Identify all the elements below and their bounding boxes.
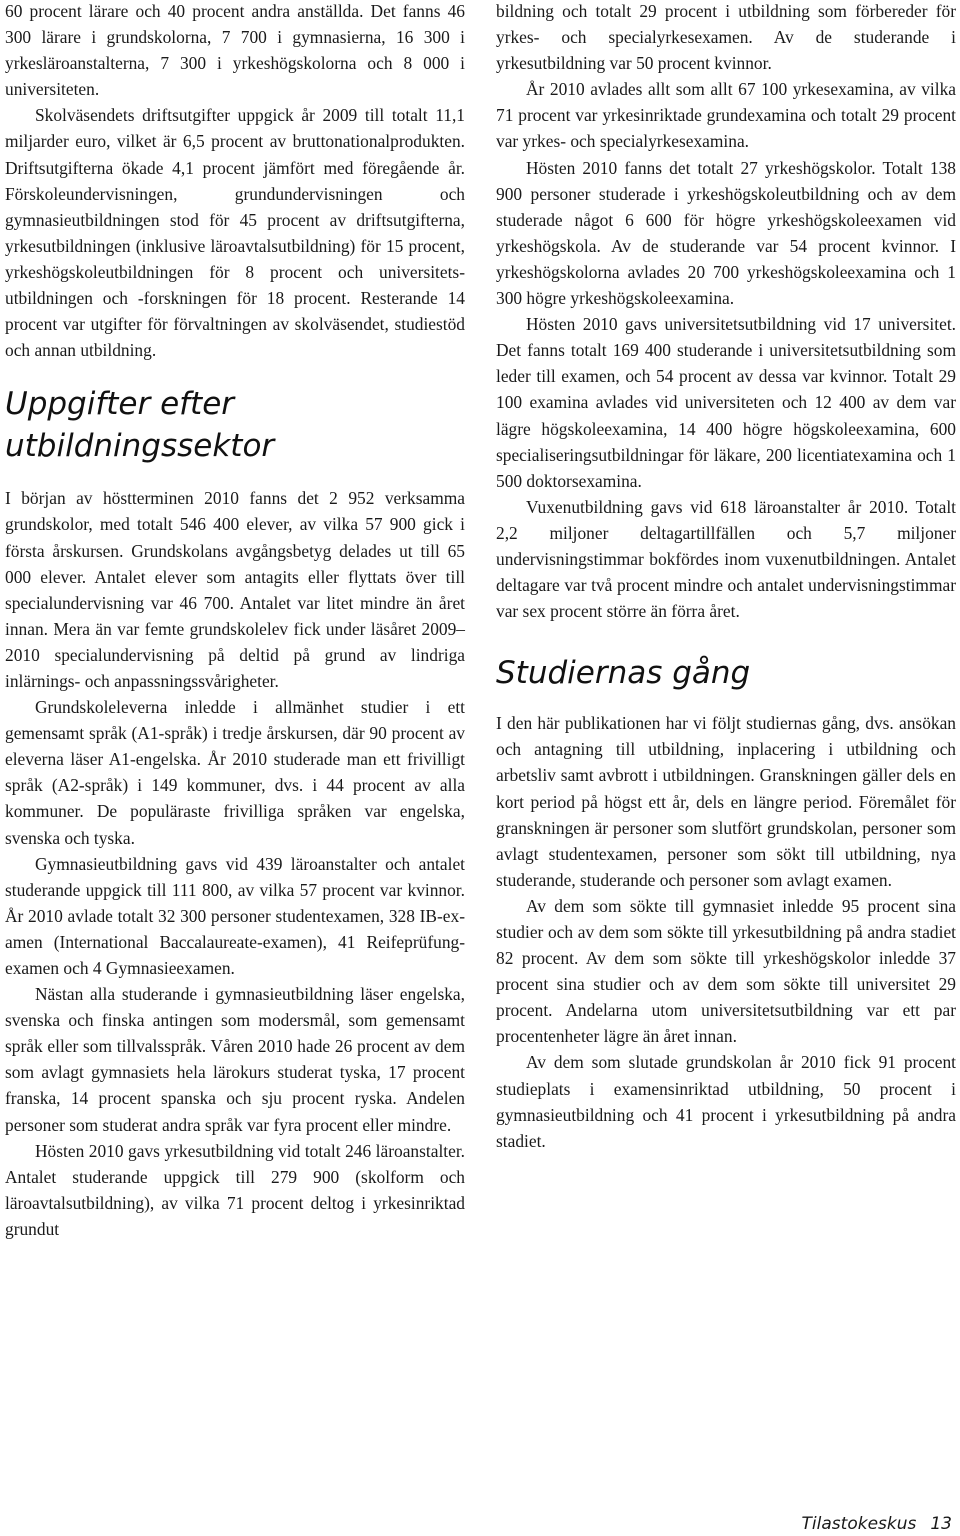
paragraph: I den här publikationen har vi följt studiernas gång, dvs. ansökan och antagning till utbildning, inplacering i utbildning och arbetsliv samt avbrott i utbildningen. Granskningen gäller dels en kort period på högst ett år, dels en längre period. Föremålet för granskningen är personer som slutfört grundskolan, personer som avlagt studentexamen, personer som sökt till utbildning, nya studerande, studerande och personer som avlagt examen. (496, 713, 956, 890)
right-column (496, 0, 956, 1154)
paragraph: Gymnasieutbildning gavs vid 439 läroanstalter och antalet studerande uppgick till 111 800, av vilka 57 procent var kvinnor. År 2010 avlade totalt 32 300 personer studentexamen, 328 IB-examen (International Baccalaureate-examen), 41 Reifeprüfung-examen och 4 Gymnasieexamen. (5, 853, 465, 978)
paragraph: 60 procent lärare och 40 procent andra anställda. Det fanns 46 300 lärare i grundskolorna, 7 700 i gymnasierna, 16 300 i yrkesläroanstalterna, 7 300 i yrkeshögskolorna och 8 000 i universiteten. (5, 1, 465, 100)
section-heading-uppgifter (5, 383, 465, 467)
paragraph: Nästan alla studerande i gymnasieutbildning läser engelska, svenska och finska antingen som modersmål, som gemensamt språk eller som tillvalsspråk. Våren 2010 hade 26 procent av dem som avlagt gymnasiets hela lärokurs studerat tyska, 17 procent franska, 14 procent spanska och sju procent ryska. Andelen personer som studerat andra språk var fyra procent eller mindre. (5, 984, 465, 1135)
page-footer (802, 1514, 952, 1534)
paragraph: Skolväsendets driftsutgifter uppgick år 2009 till totalt 11,1 miljarder euro, vilket är 6,5 procent av bruttonationalprodukten. Driftsutgifterna ökade 4,1 procent jämfört med föregående år. Förskoleundervisningen, grundundervisningen och gymnasieutbildningen stod för 45 procent av driftsutgifterna, yrkesutbildningen (inklusive läroavtalsutbildning) för 15 procent, yrkeshögskoleutbildningen för 8 procent och universitetsutbildningen och -forskningen för 18 procent. Resterande 14 procent var utgifter för förvaltningen av skolväsendet, studiestöd och annan utbildning. (5, 105, 465, 361)
paragraph: Av dem som slutade grundskolan år 2010 fick 91 procent studieplats i examensinriktad utbildning, 50 procent i gymnasieutbildning och 41 procent i yrkesutbildning på andra stadiet. (496, 1052, 956, 1151)
paragraph: Vuxenutbildning gavs vid 618 läroanstalter år 2010. Totalt 2,2 miljoner deltagartillfällen och 5,7 miljoner undervisningstimmar bokfördes inom vuxenutbildningen. Antalet deltagare var två procent mindre och antalet undervisningstimmar var sex procent större än förra året. (496, 496, 956, 622)
paragraph: Hösten 2010 gavs yrkesutbildning vid totalt 246 läroanstalter. Antalet studerande uppgick till 279 900 (skolform och läroavtalsutbildning), av vilka 71 procent deltog i yrkesinriktad grundut (5, 1140, 465, 1239)
left-column (5, 0, 465, 1242)
paragraph: Av dem som sökte till gymnasiet inledde 95 procent sina studier och av dem som sökte till yrkesutbildning på andra stadiet 82 procent. Av dem som sökte till yrkeshögskolor inledde 37 procent sina studier och av dem som sökte till universitet 29 procent. Andelarna utom universitetsutbildning var ett par procentenheter lägre än året innan. (496, 895, 956, 1047)
paragraph: I början av höstterminen 2010 fanns det 2 952 verksamma grundskolor, med totalt 546 400 elever, av vilka 57 900 gick i första årskursen. Grundskolans avgångsbetyg delades ut till 65 000 elever. Antalet elever som antagits eller flyttats över till specialundervisning var 46 700. Antalet var litet mindre än året innan. Mera än var femte grundskolelev fick under läsåret 2009–2010 specialundervisning på deltid på grund av lindriga inlärnings- och anpassningssvårigheter. (5, 488, 465, 691)
section-heading-studiernas-gang: Studiernas gång (496, 655, 751, 692)
paragraph: Hösten 2010 fanns det totalt 27 yrkeshögskolor. Totalt 138 900 personer studerade i yrkeshögskoleutbildning och av dem studerade något 6 600 för högre yrkeshögskoleexamen vid yrkeshögskola. Av de studerande var 54 procent kvinnor. I yrkeshögskolorna avlades 20 700 yrkeshögskoleexamina och 1 300 högre yrkeshögskoleexamina. (496, 157, 956, 309)
paragraph: Grundskoleleverna inledde i allmänhet studier i ett gemensamt språk (A1-språk) i tredje årskursen, där 90 procent av eleverna läser A1-engelska. År 2010 studerade man ett frivilligt språk (A2-språk) i 149 kommuner, dvs. i 44 procent av alla kommuner. De populäraste frivilliga språken var engelska, svenska och tyska. (5, 697, 465, 848)
paragraph: bildning och totalt 29 procent i utbildning som förbereder för yrkes- och specialyrkesexamen. Av de studerande i yrkesutbildning var 50 procent kvinnor. (496, 1, 956, 74)
heading-line: Uppgifter efter (5, 386, 235, 423)
publication-name: Tilastokeskus (801, 1514, 917, 1534)
heading-line: utbildningssektor (5, 428, 275, 465)
paragraph: År 2010 avlades allt som allt 67 100 yrkesexamina, av vilka 71 procent var yrkesinriktade grundexamina och totalt 29 procent var yrkes- och specialyrkesexamina. (496, 79, 956, 152)
page-number: 13 (930, 1514, 952, 1534)
paragraph: Hösten 2010 gavs universitetsutbildning vid 17 universitet. Det fanns totalt 169 400 studerande i universitetsutbildning som leder till examen, och 54 procent av dessa var kvinnor. Totalt 29 100 examina avlades vid universiteten och 12 400 av dem var lägre högskoleexamina, 14 400 högre högskoleexamina, 600 specialiseringsutbildningar för läkare, 200 licentiatexamina och 1 500 doktorsexamina. (496, 314, 956, 491)
